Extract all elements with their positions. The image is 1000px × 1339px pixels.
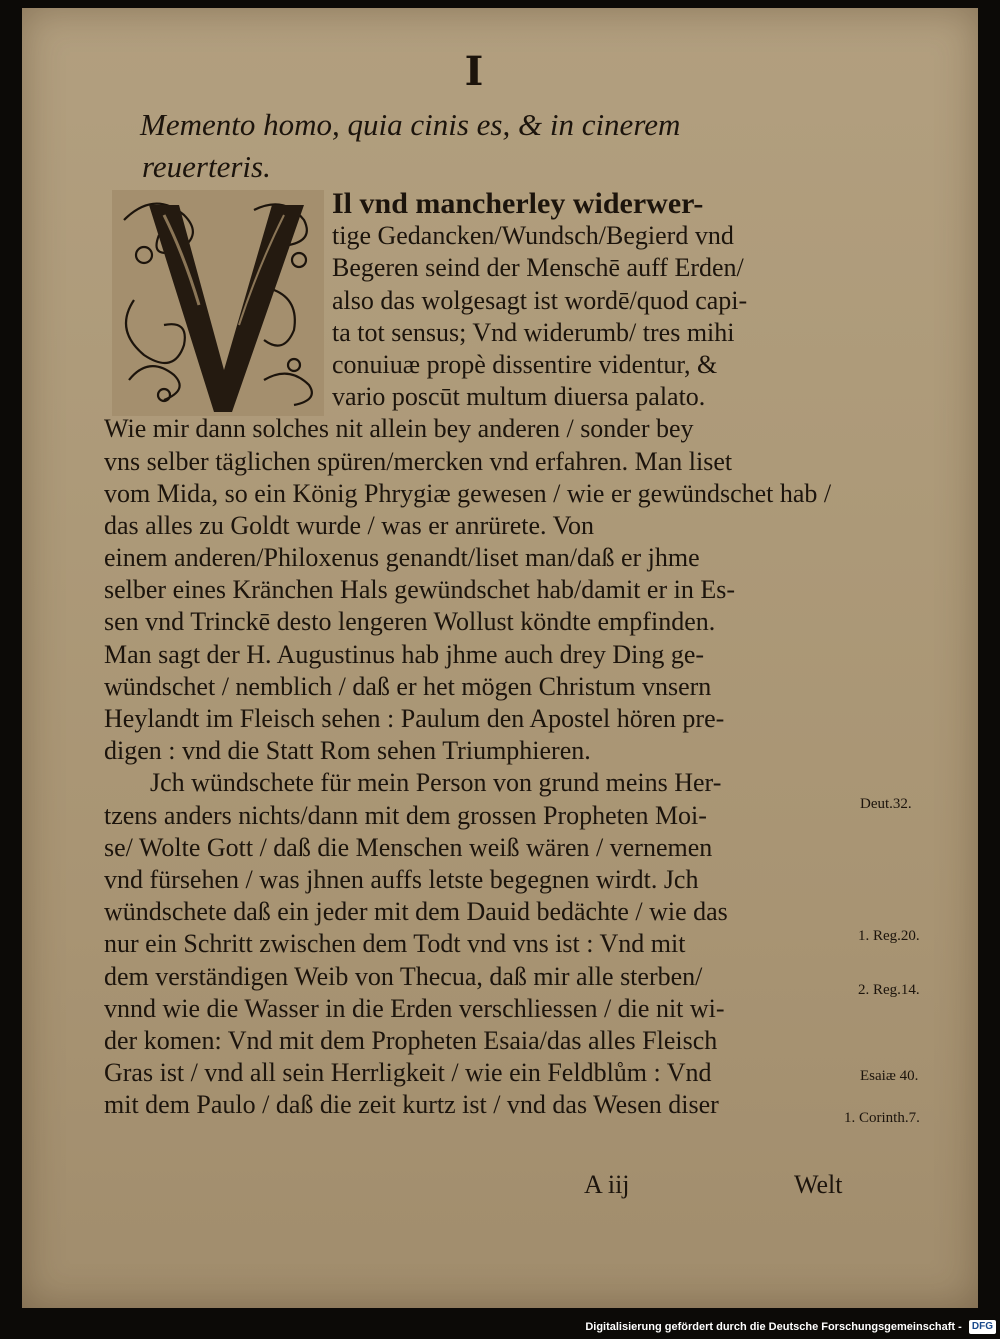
- text-line: dem verständigen Weib von Thecua, daß mir alle sterben/: [104, 961, 703, 991]
- text-line: sen vnd Trinckē desto lengeren Wollust köndte empfinden.: [104, 607, 716, 637]
- text-line: vario poscūt multum diuersa palato.: [332, 382, 706, 412]
- page-footer: [104, 1170, 874, 1204]
- text-line: einem anderen/Philoxenus genandt/liset man/daß er jhme: [104, 543, 700, 573]
- dfg-credit-text: Digitalisierung gefördert durch die Deutsche Forschungsgemeinschaft -: [585, 1321, 962, 1333]
- text-line: se/ Wolte Gott / daß die Menschen weiß wären / vernemen: [104, 832, 713, 862]
- text-line: digen : vnd die Statt Rom sehen Triumphieren.: [104, 736, 591, 766]
- dfg-logo: DFG: [969, 1320, 996, 1334]
- motto-line-1: Memento homo, quia cinis es, & in cinerem: [140, 107, 681, 142]
- text-line: tige Gedancken/Wundsch/Begierd vnd: [332, 221, 734, 251]
- text-line: vns selber täglichen spüren/mercken vnd erfahren. Man liset: [104, 446, 733, 476]
- margin-note: 1. Reg.20.: [858, 928, 920, 944]
- page-number: I: [464, 48, 484, 95]
- dfg-credit-bar: [560, 1320, 996, 1338]
- text-line: selber eines Kränchen Hals gewündschet hab/damit er in Es-: [104, 575, 736, 605]
- signature-mark: A iij: [584, 1170, 630, 1199]
- margin-note: 2. Reg.14.: [858, 982, 920, 998]
- margin-note: Esaiæ 40.: [860, 1068, 919, 1084]
- margin-note: Deut.32.: [860, 796, 912, 812]
- text-line: nur ein Schritt zwischen dem Todt vnd vns ist : Vnd mit: [104, 929, 686, 959]
- catchword: Welt: [794, 1170, 843, 1199]
- text-line: Jch wündschete für mein Person von grund meins Her-: [150, 768, 722, 798]
- text-line: tzens anders nichts/dann mit dem grossen Propheten Moi-: [104, 800, 707, 830]
- text-line: wündschet / nemblich / daß er het mögen Christum vnsern: [104, 671, 712, 701]
- book-page: [22, 8, 978, 1308]
- text-line: wündschete daß ein jeder mit dem Dauid bedächte / wie das: [104, 897, 728, 927]
- text-line: Heylandt im Fleisch sehen : Paulum den Apostel hören pre-: [104, 704, 725, 734]
- text-line: Man sagt der H. Augustinus hab jhme auch drey Ding ge-: [104, 639, 705, 669]
- text-line: Il vnd mancherley widerwer-: [332, 188, 704, 220]
- text-line: Wie mir dann solches nit allein bey anderen / sonder bey: [104, 414, 694, 444]
- body-text: [104, 188, 864, 1121]
- text-line: vom Mida, so ein König Phrygiæ gewesen / wie er gewündschet hab / das alles zu Goldt wurde / was er anrürete. Von: [104, 478, 832, 540]
- motto-line-2: reuerteris.: [142, 149, 271, 184]
- text-line: ta tot sensus; Vnd widerumb/ tres mihi: [332, 317, 735, 347]
- text-line: conuiuæ propè dissentire videntur, &: [332, 349, 718, 379]
- text-line: vnd fürsehen / was jhnen auffs letste begegnen wirdt. Jch: [104, 864, 699, 894]
- margin-note: 1. Corinth.7.: [844, 1110, 920, 1126]
- motto: [140, 104, 840, 188]
- text-line: vnnd wie die Wasser in die Erden verschliessen / die nit wi-: [104, 993, 725, 1023]
- text-line: Gras ist / vnd all sein Herrligkeit / wie ein Feldblům : Vnd: [104, 1058, 712, 1088]
- text-line: Begeren seind der Menschē auff Erden/: [332, 253, 744, 283]
- text-line: mit dem Paulo / daß die zeit kurtz ist / vnd das Wesen diser: [104, 1090, 719, 1120]
- text-line: also das wolgesagt ist wordē/quod capi-: [332, 285, 748, 315]
- text-line: der komen: Vnd mit dem Propheten Esaia/das alles Fleisch: [104, 1025, 718, 1055]
